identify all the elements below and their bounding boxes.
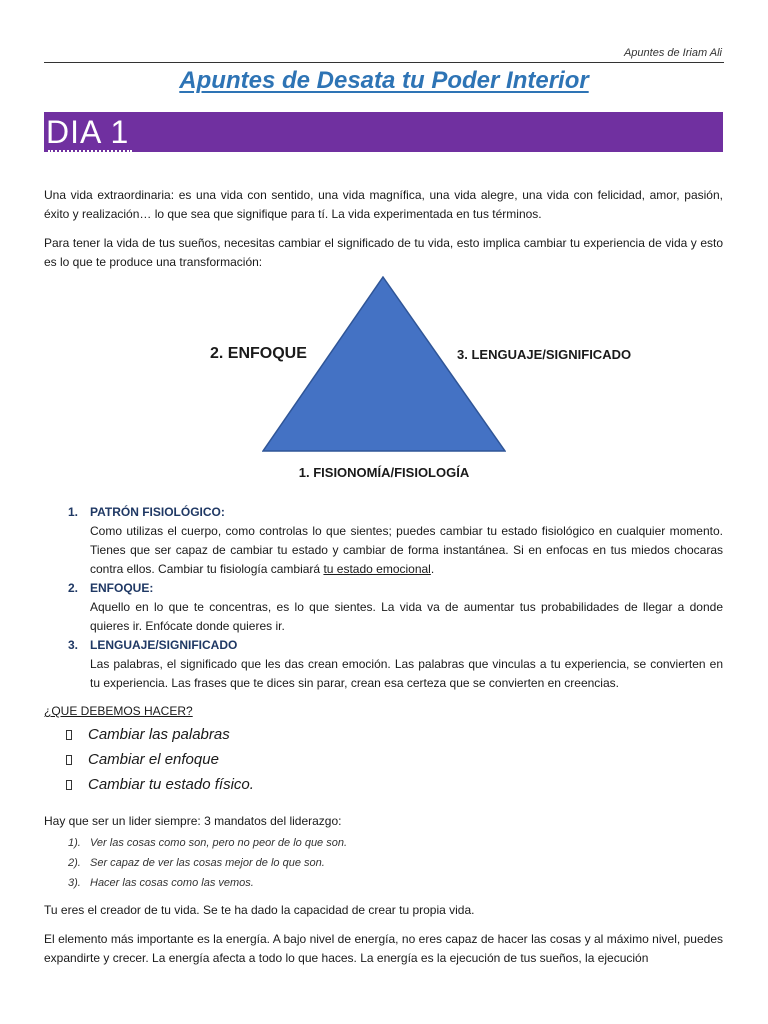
item-body: Aquello en lo que te concentras, es lo que sientes. La vida va de aumentar tus probabilidades de llegar a donde quieres ir. Enfócate donde quieres ir. bbox=[90, 600, 723, 633]
day-label: DIA 1 bbox=[46, 114, 130, 150]
numbered-item bbox=[44, 503, 723, 579]
item-body-end: . bbox=[430, 562, 435, 576]
mandate-number: 2). bbox=[68, 857, 81, 869]
day-banner bbox=[44, 112, 723, 152]
header-author: Apuntes de Iriam Ali bbox=[623, 47, 722, 59]
bullet-text: Cambiar el enfoque bbox=[88, 751, 219, 768]
day-label-underline bbox=[48, 150, 132, 152]
item-heading: LENGUAJE/SIGNIFICADO bbox=[90, 638, 238, 652]
mandate-item bbox=[68, 833, 347, 853]
numbered-list bbox=[44, 503, 723, 693]
numbered-item bbox=[44, 636, 723, 693]
item-number: 3. bbox=[68, 638, 79, 652]
item-body-underlined: tu estado emocional bbox=[323, 562, 431, 576]
item-body bbox=[90, 522, 723, 579]
triangle-diagram bbox=[262, 276, 506, 452]
bullet-item bbox=[66, 722, 254, 747]
leader-line: Hay que ser un lider siempre: 3 mandatos del liderazgo: bbox=[44, 814, 342, 828]
item-number: 1. bbox=[68, 505, 79, 519]
intro-paragraph-1: Una vida extraordinaria: es una vida con sentido, una vida magnífica, una vida alegre, una vida con felicidad, amor, pasión, éxito y realización… lo que sea que signifique para tí. La vida experimentada en tus términos. bbox=[44, 188, 723, 221]
diagram-label-fisiologia: 1. FISIONOMÍA/FISIOLOGÍA bbox=[298, 465, 470, 480]
bullet-list bbox=[66, 722, 254, 797]
bullet-box-icon bbox=[66, 730, 72, 740]
mandate-text: Ver las cosas como son, pero no peor de lo que son. bbox=[90, 837, 348, 849]
bullet-text: Cambiar las palabras bbox=[88, 726, 230, 743]
item-body-text: Como utilizas el cuerpo, como controlas lo que sientes; puedes cambiar tu estado fisiológico en cualquier momento. Tienes que ser capaz de cambiar tu estado y cambiar de forma instantánea. Si en enfocas en tus miedos chocaras contra ellos. Cambiar tu fisiología cambiará bbox=[90, 524, 723, 576]
item-body: Las palabras, el significado que les das crean emoción. Las palabras que vinculas a tu experiencia, se convierten en tu experiencia. Las frases que te dices sin parar, crean esa certeza que se convierten en creencias. bbox=[90, 657, 723, 690]
section-question: ¿QUE DEBEMOS HACER? bbox=[44, 704, 193, 718]
mandate-item bbox=[68, 853, 347, 873]
bullet-item bbox=[66, 747, 254, 772]
mandate-number: 1). bbox=[68, 837, 81, 849]
mandate-text: Ser capaz de ver las cosas mejor de lo que son. bbox=[90, 857, 325, 869]
diagram-label-enfoque: 2. ENFOQUE bbox=[210, 345, 307, 362]
item-heading: ENFOQUE: bbox=[90, 581, 154, 595]
mandates-list bbox=[68, 833, 347, 893]
diagram-label-lenguaje: 3. LENGUAJE/SIGNIFICADO bbox=[457, 347, 632, 362]
item-number: 2. bbox=[68, 581, 79, 595]
closing-paragraph-2: El elemento más importante es la energía. A bajo nivel de energía, no eres capaz de hacer las cosas y al máximo nivel, puedes expandirte y crecer. La energía afecta a todo lo que haces. La energía es la ejecución de tus sueños, la ejecución bbox=[44, 932, 723, 965]
bullet-box-icon bbox=[66, 755, 72, 765]
header-rule bbox=[44, 62, 724, 63]
mandate-text: Hacer las cosas como las vemos. bbox=[90, 877, 254, 889]
item-heading: PATRÓN FISIOLÓGICO: bbox=[90, 505, 225, 519]
bullet-item bbox=[66, 772, 254, 797]
triangle-shape bbox=[263, 277, 505, 451]
numbered-item bbox=[44, 579, 723, 636]
closing-paragraph-1: Tu eres el creador de tu vida. Se te ha dado la capacidad de crear tu propia vida. bbox=[44, 903, 475, 917]
mandate-number: 3). bbox=[68, 877, 81, 889]
bullet-box-icon bbox=[66, 780, 72, 790]
bullet-text: Cambiar tu estado físico. bbox=[88, 776, 254, 793]
document-title: Apuntes de Desata tu Poder Interior bbox=[179, 67, 589, 94]
mandate-item bbox=[68, 873, 347, 893]
intro-paragraph-2: Para tener la vida de tus sueños, necesitas cambiar el significado de tu vida, esto implica cambiar tu experiencia de vida y esto es lo que te produce una transformación: bbox=[44, 236, 723, 269]
